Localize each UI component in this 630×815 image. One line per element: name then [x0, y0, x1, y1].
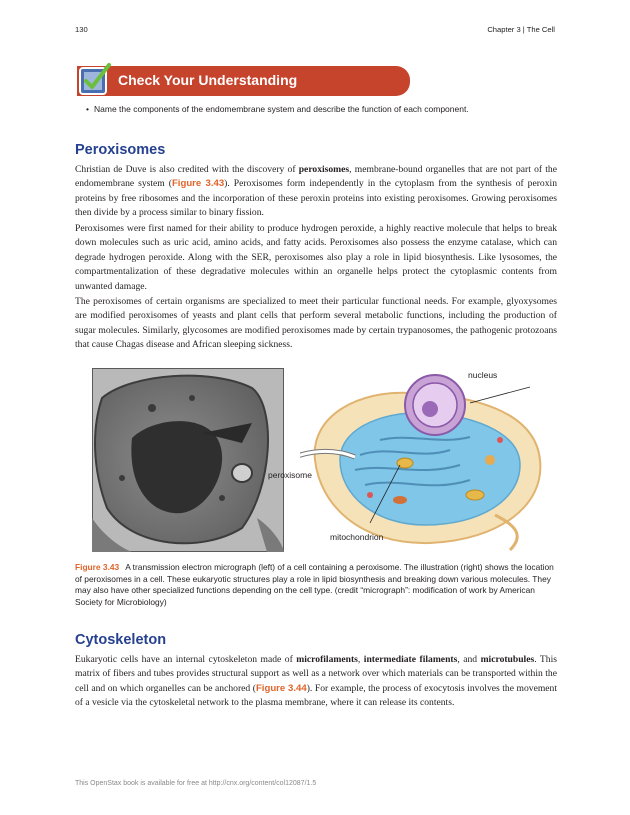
page-number: 130: [75, 25, 88, 34]
label-nucleus: nucleus: [468, 370, 498, 380]
figure-link[interactable]: Figure 3.43: [171, 178, 225, 190]
bullet-item: • Name the components of the endomembrane system and describe the function of each component.: [94, 104, 469, 114]
chapter-header: Chapter 3 | The Cell: [487, 25, 555, 34]
understanding-bullets: [94, 104, 469, 114]
caption-number: Figure 3.43: [75, 562, 120, 572]
term-peroxisomes: peroxisomes: [298, 164, 350, 175]
section-heading-peroxisomes: Peroxisomes: [75, 142, 166, 158]
cell-illustration: [300, 365, 560, 555]
term-intermediate-filaments: intermediate filaments: [363, 654, 458, 665]
paragraph: Peroxisomes were first named for their ability to produce hydrogen peroxide, a highly reactive molecule that helps to break down molecules such as uric acid, amino acids, and fatty acids. Peroxisomes also possess the enzyme catalase, which can degrade hydrogen peroxide. Along with the SER, peroxisomes also play a role in lipid biosynthesis. Like lysosomes, the compartmentalization of these degradative molecules within an organelle helps protect the cytoplasmic contents from unwanted damage.: [75, 223, 557, 292]
check-understanding-title: Check Your Understanding: [118, 72, 298, 88]
paragraph: Eukaryotic cells have an internal cytoskeleton made of microfilaments, intermediate filaments, and microtubules. This matrix of fibers and tubes provides structural support as well as a network over which materials can be transported within the cell and on which organelles can be anchored (Figure 3.44). For example, the process of exocytosis involves the movement of a vesicle via the cytoskeletal network to the plasma membrane, where it can release its contents.: [75, 654, 558, 709]
term-microtubules: microtubules: [480, 654, 535, 665]
label-mitochondrion: mitochondrion: [330, 532, 384, 542]
electron-micrograph-image: [92, 368, 284, 552]
figure-link[interactable]: Figure 3.44: [255, 682, 307, 694]
paragraph: The peroxisomes of certain organisms are specialized to meet their particular functional needs. For example, glyoxysomes are modified peroxisomes of yeasts and plant cells that perform several metabolic functions, including the production of sugar molecules. Similarly, glycosomes are modified peroxisomes made by certain trypanosomes, the pathogenic protozoans that cause Chagas disease and African sleeping sickness.: [75, 296, 557, 351]
figure-3-43: [75, 365, 557, 555]
page-footer: This OpenStax book is available for free at http://cnx.org/content/col12087/1.5: [75, 780, 317, 787]
figure-caption: Figure 3.43 A transmission electron micrograph (left) of a cell containing a peroxisome. The illustration (right) shows the location of peroxisomes in a cell. These eukaryotic structures play a role in lipid biosynthesis and breaking down various molecules. They may also have other specialized functions depending on the cell type. (credit “micrograph”: modification of work by American Society for Microbiology): [75, 562, 554, 607]
label-peroxisome: peroxisome: [268, 470, 312, 480]
checkbox-check-icon: [78, 62, 112, 96]
section-heading-cytoskeleton: Cytoskeleton: [75, 632, 167, 648]
paragraph: Christian de Duve is also credited with the discovery of peroxisomes, membrane-bound organelles that are not part of the endomembrane system (Figure 3.43). Peroxisomes form independently in the cytoplasm from the synthesis of peroxin proteins by free ribosomes and the incorporation of these peroxin proteins into existing peroxisomes. Growing peroxisomes then divide by a process similar to binary fission.: [75, 164, 557, 219]
term-microfilaments: microfilaments: [296, 654, 358, 665]
